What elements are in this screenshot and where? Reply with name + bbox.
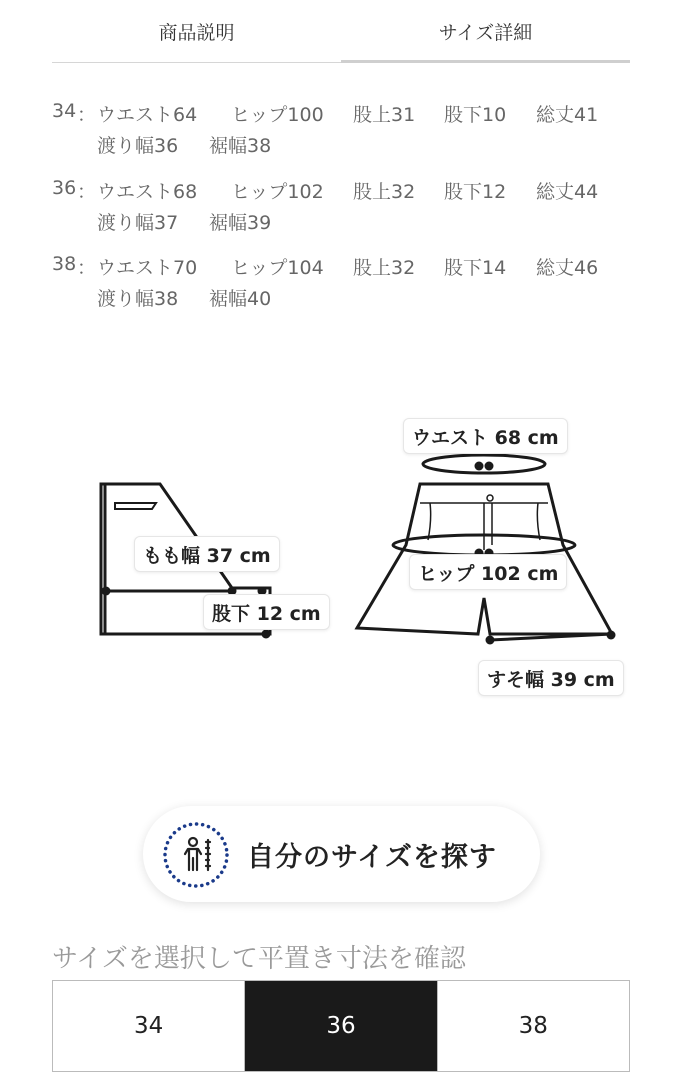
hem-label: すそ幅 39 cm xyxy=(478,660,624,696)
size-option-38[interactable]: 38 xyxy=(438,981,629,1071)
size-length: 総丈46 xyxy=(536,257,599,279)
tab-product-description[interactable]: 商品説明 xyxy=(158,21,235,44)
size-row-34 xyxy=(52,96,652,173)
size-inseam: 股下10 xyxy=(444,104,507,126)
size-option-36[interactable]: 36 xyxy=(245,981,437,1071)
size-hem: 裾幅39 xyxy=(209,211,272,234)
size-option-34[interactable]: 34 xyxy=(53,981,245,1071)
size-separator: ： xyxy=(77,257,97,279)
size-thigh: 渡り幅37 xyxy=(97,211,179,234)
find-my-size-button[interactable] xyxy=(143,806,540,902)
size-hip: ヒップ100 xyxy=(231,104,324,126)
find-my-size-label: 自分のサイズを探す xyxy=(247,841,497,873)
size-row-38 xyxy=(52,249,652,326)
size-selector xyxy=(52,980,630,1072)
tab-size-details[interactable]: サイズ詳細 xyxy=(438,21,533,44)
size-rise: 股上32 xyxy=(353,257,416,279)
size-length: 総丈44 xyxy=(536,180,599,203)
size-inseam: 股下14 xyxy=(444,257,507,279)
size-thigh: 渡り幅38 xyxy=(97,288,179,310)
size-hem: 裾幅38 xyxy=(209,135,272,157)
size-number: 38 xyxy=(52,253,77,275)
size-hip: ヒップ102 xyxy=(231,180,324,203)
thigh-label: もも幅 37 cm xyxy=(134,536,280,572)
size-length: 総丈41 xyxy=(536,104,599,126)
size-select-caption: サイズを選択して平置き寸法を確認 xyxy=(52,944,466,974)
hip-label: ヒップ 102 cm xyxy=(409,554,567,590)
tab-bar xyxy=(52,0,630,64)
measurement-diagram xyxy=(0,400,682,720)
size-table xyxy=(52,96,652,326)
waist-measure-ellipse xyxy=(423,455,545,473)
size-row-36 xyxy=(52,173,652,250)
inseam-label: 股下 12 cm xyxy=(203,594,330,630)
size-separator: ： xyxy=(77,104,97,126)
waist-label: ウエスト 68 cm xyxy=(403,418,568,454)
size-inseam: 股下12 xyxy=(444,180,507,203)
size-waist: ウエスト64 xyxy=(97,104,198,126)
tab-active-indicator xyxy=(341,60,630,63)
size-number: 34 xyxy=(52,100,77,122)
size-waist: ウエスト68 xyxy=(97,180,198,203)
size-thigh: 渡り幅36 xyxy=(97,135,179,157)
size-separator: ： xyxy=(77,180,97,203)
size-hip: ヒップ104 xyxy=(231,257,324,279)
size-hem: 裾幅40 xyxy=(209,288,272,310)
size-rise: 股上31 xyxy=(353,104,416,126)
size-number: 36 xyxy=(52,176,77,199)
person-measure-icon xyxy=(161,820,231,890)
size-rise: 股上32 xyxy=(353,180,416,203)
size-waist: ウエスト70 xyxy=(97,257,198,279)
